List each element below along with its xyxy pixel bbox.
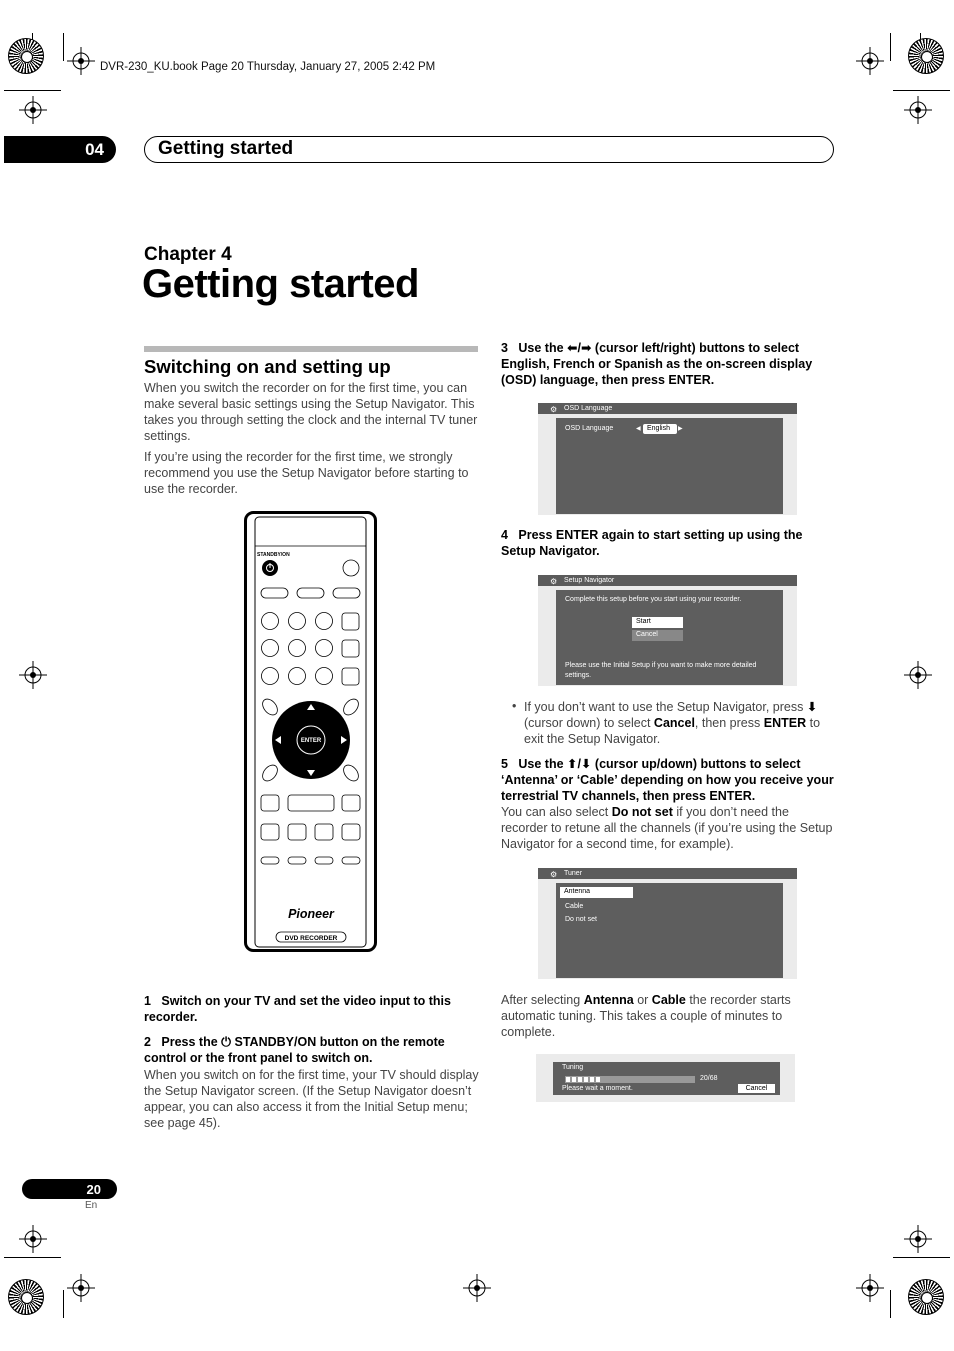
language-code: En [85, 1200, 98, 1211]
tuning-wait-text: Please wait a moment. [562, 1085, 633, 1092]
step-number: 1 [144, 994, 151, 1008]
remote-control-illustration [244, 511, 377, 952]
step-text: (cursor left/right) buttons to select English, French or Spanish as the on-screen display (OSD) language, then press ENTER. [501, 341, 813, 387]
tuning-cancel-button: Cancel [738, 1084, 775, 1093]
section-rule [144, 346, 478, 352]
text-run: to exit the Setup Navigator. [524, 716, 821, 746]
osd-note: Please use the Initial Setup if you want to make more detailed settings. [565, 662, 757, 679]
tuning-progress-bar [565, 1076, 695, 1083]
osd-panel [556, 590, 783, 685]
chapter-label: Chapter 4 [144, 244, 232, 265]
tuning-count: 20/68 [700, 1075, 718, 1082]
step-5 [501, 756, 835, 804]
step-text: Switch on your TV and set the video input to this recorder. [144, 994, 451, 1024]
registration-crosshair-icon [856, 47, 884, 75]
text-run: or [637, 993, 649, 1007]
step-2 [144, 1034, 479, 1066]
registration-crosshair-icon [19, 96, 47, 124]
registration-crosshair-icon [67, 1274, 95, 1302]
bullet-dot: • [512, 699, 517, 713]
pioneer-logo: Pioneer [288, 907, 334, 921]
registration-crosshair-icon [19, 661, 47, 689]
dvd-recorder-label: DVD RECORDER [284, 935, 338, 942]
osd-option-cancel: Cancel [632, 630, 683, 641]
osd-option-antenna: Antenna [560, 887, 633, 898]
step-3 [501, 340, 835, 388]
step-text: Use the [518, 341, 564, 355]
osd-title-bar [538, 403, 797, 414]
registration-sunburst-icon [908, 38, 944, 74]
text-run: , then press [694, 716, 761, 730]
arrow-left-right-icon: ⬅/➡ [567, 341, 592, 355]
registration-crosshair-icon [856, 1274, 884, 1302]
step-text: Use the [518, 757, 564, 771]
registration-crosshair-icon [19, 1225, 47, 1253]
osd-title: Setup Navigator [564, 577, 615, 584]
file-info: DVR-230_KU.book Page 20 Thursday, January 27, 2005 2:42 PM [100, 61, 436, 73]
standby-icon: ⏻ [221, 1035, 232, 1049]
registration-sunburst-icon [8, 1279, 44, 1315]
osd-setup-navigator-screen [538, 575, 797, 686]
osd-panel [556, 883, 783, 978]
crop-mark [4, 1257, 61, 1258]
crop-mark [890, 33, 891, 61]
setup-icon: ⚙ [550, 405, 558, 414]
osd-tuner-screen [538, 868, 797, 979]
osd-panel [553, 1062, 780, 1095]
registration-sunburst-icon [908, 1279, 944, 1315]
arrow-down-icon: ⬇ [806, 700, 818, 714]
setup-icon: ⚙ [550, 577, 558, 586]
step-number: 2 [144, 1035, 151, 1049]
step-number: 3 [501, 341, 508, 355]
crop-mark [893, 1257, 950, 1258]
step-text: (cursor up/down) buttons to select ‘Antenna’ or ‘Cable’ depending on how you receive your terrestrial TV channels, then press ENTER. [501, 757, 834, 803]
bullet-text [524, 699, 836, 747]
step-number: 4 [501, 528, 508, 542]
enter-label: ENTER [300, 738, 322, 744]
intro-paragraph: When you switch the recorder on for the first time, you can make several basic settings using the Setup Navigator. This takes you through setting the clock and the internal TV tuner settings. [144, 381, 478, 443]
registration-crosshair-icon [904, 661, 932, 689]
osd-panel [556, 418, 783, 514]
section-title: Switching on and setting up [144, 356, 391, 377]
osd-message: Complete this setup before you start using your recorder. [565, 596, 742, 603]
chapter-title: Getting started [142, 262, 419, 306]
recommend-paragraph: If you’re using the recorder for the first time, we strongly recommend you use the Setup Navigator before starting to use the recorder. [144, 450, 469, 496]
step-text: Press ENTER again to start setting up using the Setup Navigator. [501, 528, 803, 558]
antenna-term: Antenna [583, 993, 634, 1007]
osd-language-screen [538, 403, 797, 515]
registration-crosshair-icon [67, 47, 95, 75]
registration-sunburst-icon [8, 38, 44, 74]
do-not-set-term: Do not set [611, 805, 673, 819]
registration-crosshair-icon [904, 1225, 932, 1253]
text-run: You can also select [501, 805, 609, 819]
right-arrow-icon: ▶ [678, 426, 683, 432]
crop-mark [63, 1290, 64, 1318]
setup-icon: ⚙ [550, 870, 558, 879]
osd-option-cable: Cable [565, 903, 584, 910]
step-4 [501, 527, 835, 559]
crop-mark [890, 1290, 891, 1318]
text-run: (cursor down) to select [524, 716, 651, 730]
osd-title-bar [538, 868, 797, 879]
step-1 [144, 993, 479, 1025]
do-not-set-paragraph [501, 804, 835, 852]
enter-term: ENTER [763, 716, 807, 730]
auto-tuning-paragraph [501, 992, 835, 1040]
crop-mark [893, 90, 950, 91]
crop-mark [63, 33, 64, 61]
osd-title: Tuning [562, 1064, 584, 1071]
text-run: the recorder starts automatic tuning. This takes a couple of minutes to complete. [501, 993, 791, 1039]
chapter-number-badge: 04 [4, 136, 116, 163]
standby-label: STANDBY/ON [257, 552, 290, 558]
osd-title: Tuner [564, 870, 583, 877]
text-run: After selecting [501, 993, 581, 1007]
step-text: STANDBY/ON button on the remote control or the front panel to switch on. [144, 1035, 445, 1065]
step-2-paragraph: When you switch on for the first time, your TV should display the Setup Navigator screen. (If the Setup Navigator doesn’t appear, you can also access it from the Initial Setup menu; see page 45). [144, 1068, 479, 1130]
left-arrow-icon: ◀ [636, 426, 641, 432]
osd-language-value: English [643, 424, 677, 434]
text-run: if you don’t need the recorder to retune all the channels (if you’re using the Setup Navigator for a second time, for example). [501, 805, 833, 851]
osd-option-do-not-set: Do not set [565, 916, 597, 923]
osd-title-bar [538, 575, 797, 586]
osd-language-label: OSD Language [565, 425, 614, 432]
registration-crosshair-icon [904, 96, 932, 124]
tuning-progress-fill [566, 1077, 602, 1082]
cancel-term: Cancel [653, 716, 695, 730]
step-number: 5 [501, 757, 508, 771]
step-text: Press the [161, 1035, 218, 1049]
crop-mark [4, 90, 61, 91]
osd-tuning-screen [536, 1054, 795, 1102]
arrow-up-down-icon: ⬆/⬇ [567, 757, 592, 771]
osd-title: OSD Language [564, 405, 613, 412]
header-title: Getting started [158, 138, 294, 159]
osd-option-start: Start [632, 617, 683, 628]
text-run: If you don’t want to use the Setup Navigator, press [524, 700, 804, 714]
page-number: 20 [22, 1179, 117, 1199]
registration-crosshair-icon [463, 1274, 491, 1302]
cable-term: Cable [651, 993, 686, 1007]
